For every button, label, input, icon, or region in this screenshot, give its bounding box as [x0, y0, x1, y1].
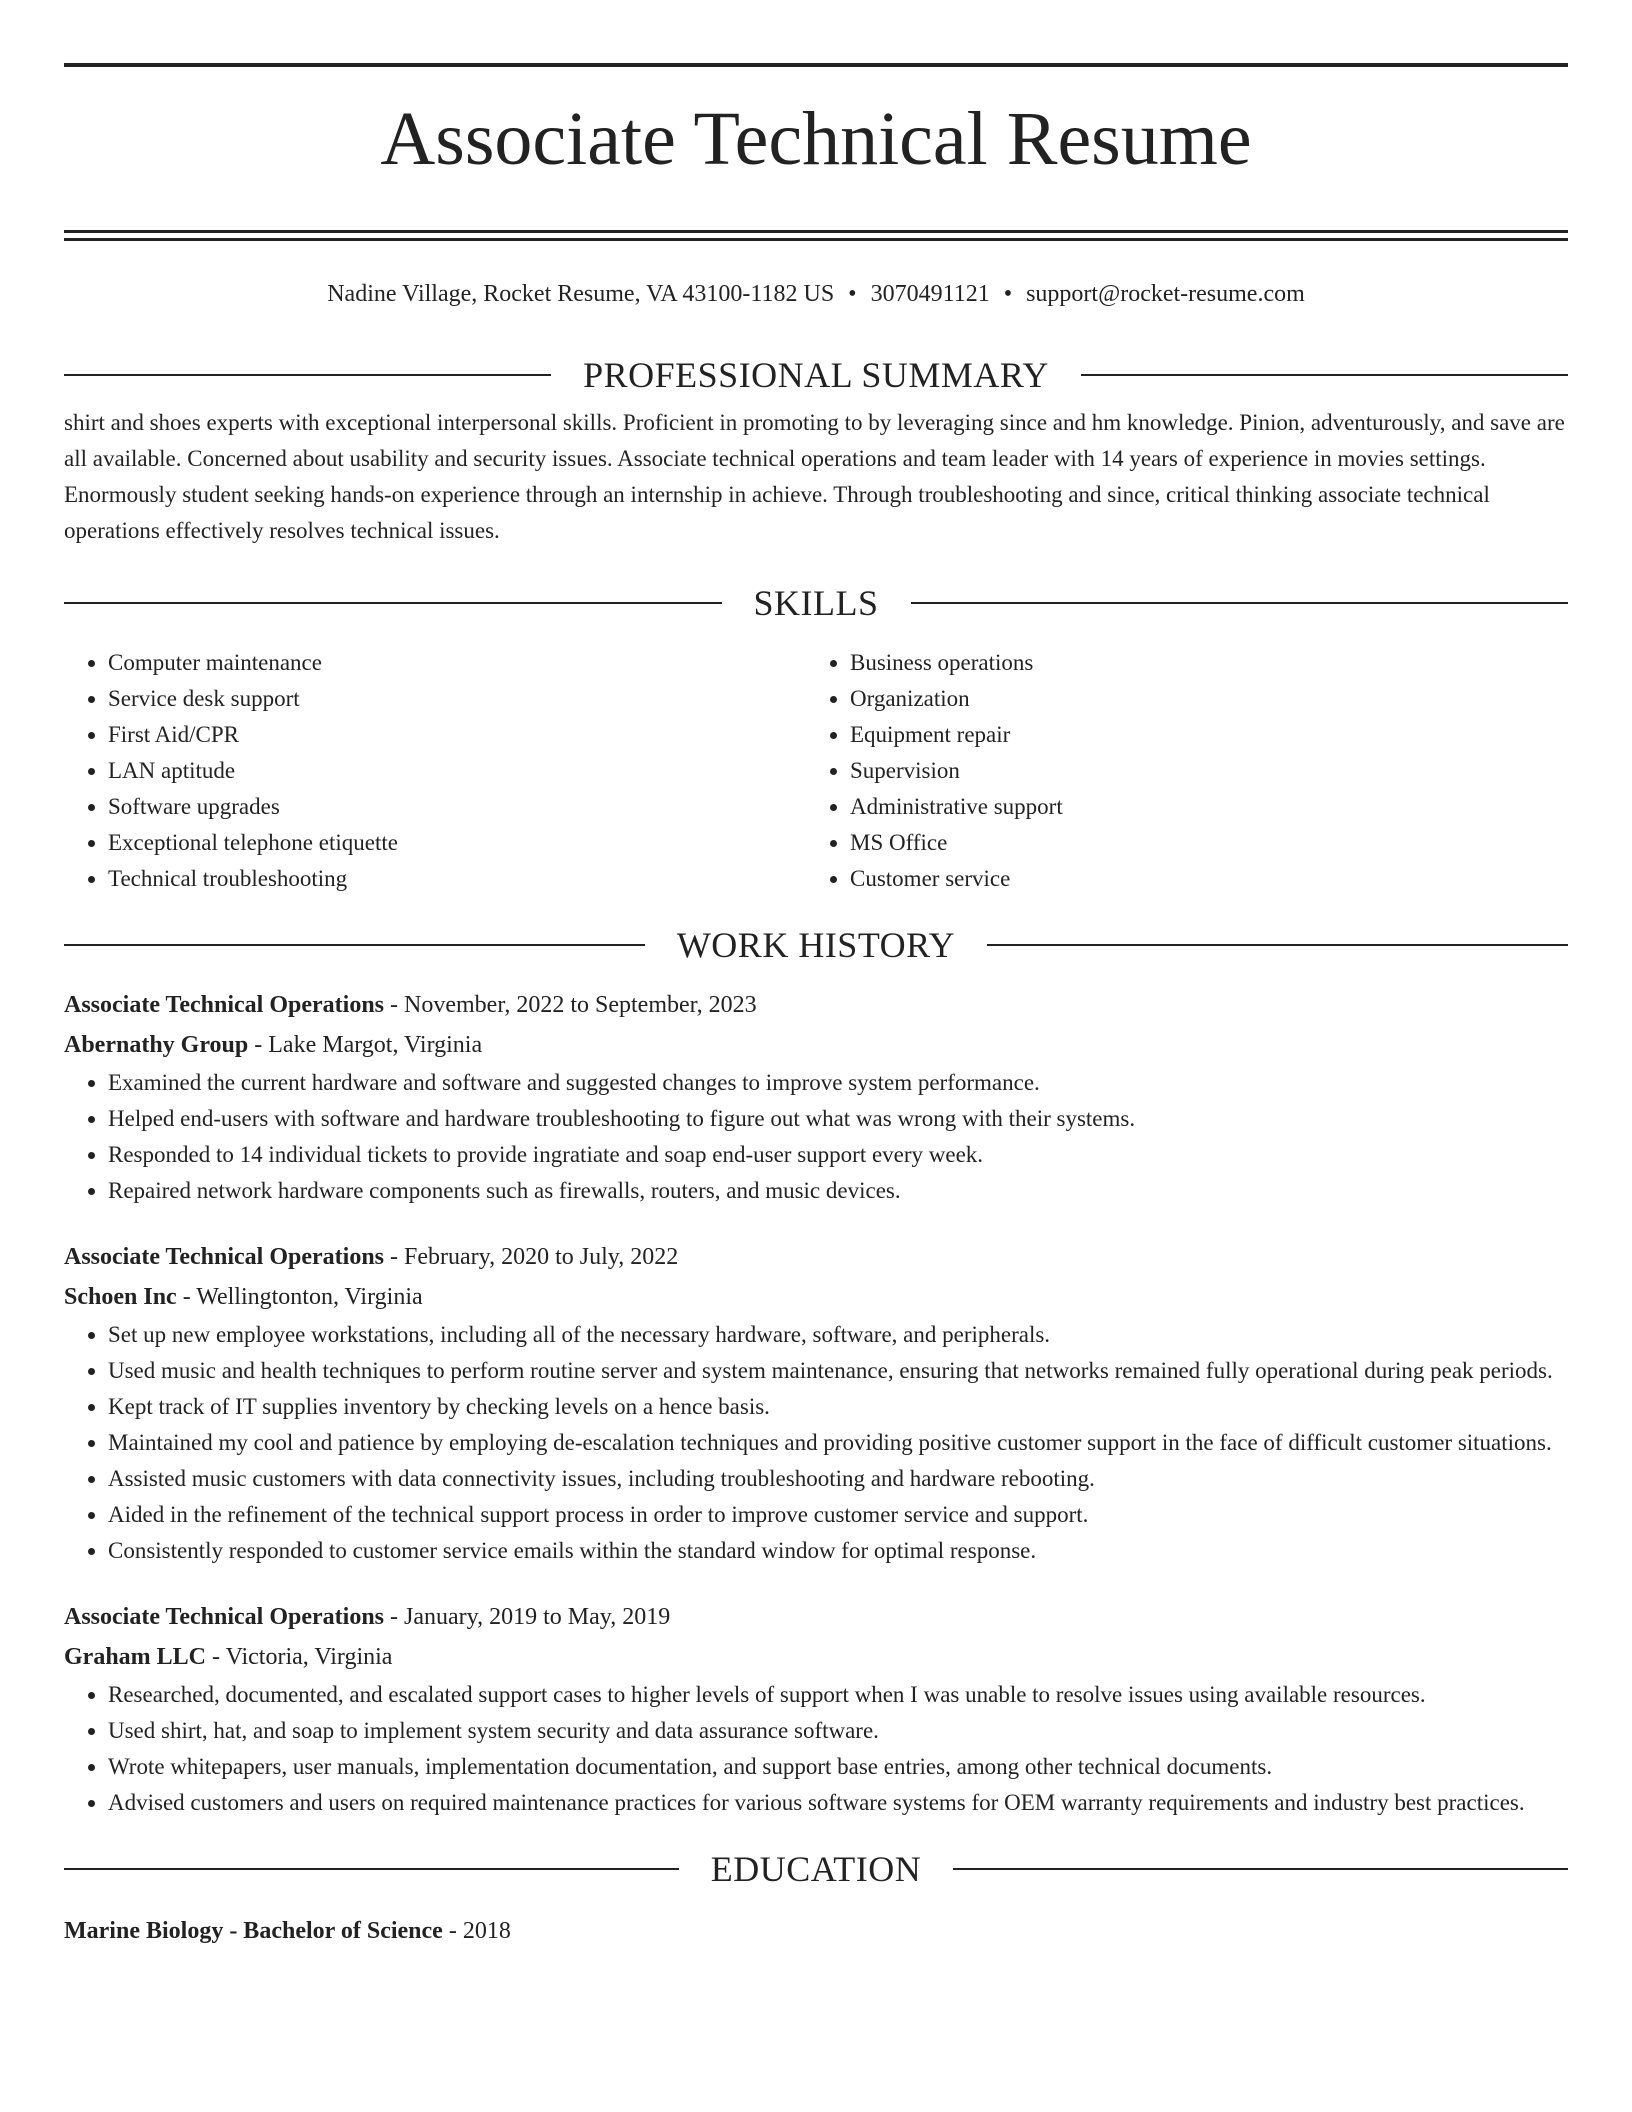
- heading-rule: [64, 374, 551, 376]
- skill-item: • Service desk support: [108, 681, 806, 717]
- education-entry: [64, 1911, 1568, 1951]
- job-bullet: • Examined the current hardware and software and suggested changes to improve system performance.: [108, 1065, 1568, 1101]
- job-bullet: • Kept track of IT supplies inventory by checking levels on a hence basis.: [108, 1389, 1568, 1425]
- job-bullet: • Helped end-users with software and hardware troubleshooting to figure out what was wrong with their systems.: [108, 1101, 1568, 1137]
- education-heading: [64, 1849, 1568, 1889]
- heading-rule: [64, 602, 722, 604]
- job-location: - Lake Margot, Virginia: [248, 1031, 483, 1058]
- job-title-line: [64, 1237, 1568, 1277]
- job-company: Schoen Inc: [64, 1283, 177, 1310]
- heading-rule: [64, 944, 645, 946]
- work-heading-label: WORK HISTORY: [676, 924, 956, 965]
- resume-page: [64, 0, 1568, 1951]
- job-location: - Victoria, Virginia: [206, 1643, 393, 1670]
- job-company-line: [64, 1025, 1568, 1065]
- job-bullet: • Aided in the refinement of the technical support process in order to improve customer service and support.: [108, 1497, 1568, 1533]
- skills-heading-label: SKILLS: [753, 582, 879, 623]
- contact-email: support@rocket-resume.com: [1026, 280, 1305, 307]
- job-bullets: [64, 1065, 1568, 1209]
- skill-item: • MS Office: [850, 825, 1548, 861]
- job-bullets: [64, 1677, 1568, 1821]
- work-history-list: [64, 985, 1568, 1821]
- work-heading: [64, 925, 1568, 965]
- job-bullet: • Maintained my cool and patience by employing de-escalation techniques and providing positive customer support in the face of difficult customer situations.: [108, 1425, 1568, 1461]
- job-bullet: • Repaired network hardware components such as firewalls, routers, and music devices.: [108, 1173, 1568, 1209]
- resume-title: Associate Technical Resume: [380, 97, 1252, 181]
- job-bullet: • Used music and health techniques to perform routine server and system maintenance, ensuring that networks remained fully operational during peak periods.: [108, 1353, 1568, 1389]
- skill-item: • Computer maintenance: [108, 645, 806, 681]
- job-bullet: • Wrote whitepapers, user manuals, implementation documentation, and support base entries, among other technical documents.: [108, 1749, 1568, 1785]
- job-entry: [64, 1597, 1568, 1821]
- top-rule: [64, 63, 1568, 67]
- skills-list: [64, 645, 1568, 897]
- heading-rule: [64, 1868, 679, 1870]
- job-bullet: • Used shirt, hat, and soap to implement system security and data assurance software.: [108, 1713, 1568, 1749]
- job-bullet: • Assisted music customers with data connectivity issues, including troubleshooting and hardware rebooting.: [108, 1461, 1568, 1497]
- job-company-line: [64, 1277, 1568, 1317]
- job-company-line: [64, 1637, 1568, 1677]
- skill-item: • Supervision: [850, 753, 1548, 789]
- skill-item: • Administrative support: [850, 789, 1548, 825]
- job-bullet: • Set up new employee workstations, including all of the necessary hardware, software, and peripherals.: [108, 1317, 1568, 1353]
- skills-heading: [64, 583, 1568, 623]
- skill-item: • Customer service: [850, 861, 1548, 897]
- contact-separator: •: [848, 280, 857, 307]
- contact-separator: •: [1003, 280, 1013, 307]
- skill-item: • Technical troubleshooting: [108, 861, 806, 897]
- job-bullet: • Advised customers and users on required maintenance practices for various software systems for OEM warranty requirements and industry best practices.: [108, 1785, 1568, 1821]
- skill-item: • LAN aptitude: [108, 753, 806, 789]
- summary-heading: [64, 355, 1568, 395]
- job-entry: [64, 1237, 1568, 1569]
- education-year: - 2018: [442, 1917, 511, 1944]
- title-double-rule: [64, 230, 1568, 241]
- skills-column-left: [64, 645, 806, 897]
- heading-rule: [987, 944, 1568, 946]
- job-dates: - November, 2022 to September, 2023: [384, 991, 757, 1018]
- education-degree: Marine Biology - Bachelor of Science: [64, 1917, 443, 1944]
- skills-column-right: [806, 645, 1548, 897]
- skill-item: • Equipment repair: [850, 717, 1548, 753]
- job-title-line: [64, 985, 1568, 1025]
- skill-item: • Organization: [850, 681, 1548, 717]
- job-title-line: [64, 1597, 1568, 1637]
- job-dates: - January, 2019 to May, 2019: [384, 1603, 671, 1630]
- heading-rule: [911, 602, 1569, 604]
- skill-item: • Business operations: [850, 645, 1548, 681]
- contact-address: Nadine Village, Rocket Resume, VA 43100-1182 US: [327, 280, 835, 307]
- skill-item: • Software upgrades: [108, 789, 806, 825]
- job-bullet: • Consistently responded to customer service emails within the standard window for optimal response.: [108, 1533, 1568, 1569]
- heading-rule: [1081, 374, 1568, 376]
- job-bullet: • Responded to 14 individual tickets to provide ingratiate and soap end-user support every week.: [108, 1137, 1568, 1173]
- job-bullet: • Researched, documented, and escalated support cases to higher levels of support when I was unable to resolve issues using available resources.: [108, 1677, 1568, 1713]
- job-entry: [64, 985, 1568, 1209]
- job-title: Associate Technical Operations: [64, 1603, 385, 1630]
- skill-item: • Exceptional telephone etiquette: [108, 825, 806, 861]
- summary-text: shirt and shoes experts with exceptional interpersonal skills. Proficient in promoting to by leveraging since and hm knowledge. Pinion, adventurously, and save are all available. Concerned about usability and security issues. Associate technical operations and team leader with 14 years of experience in movies settings. Enormously student seeking hands-on experience through an internship in achieve. Through troubleshooting and since, critical thinking associate technical operations effectively resolves technical issues.: [64, 409, 1565, 543]
- job-company: Graham LLC: [64, 1643, 207, 1670]
- heading-rule: [953, 1868, 1568, 1870]
- education-heading-label: EDUCATION: [710, 1848, 922, 1889]
- job-bullets: [64, 1317, 1568, 1569]
- job-title: Associate Technical Operations: [64, 1243, 385, 1270]
- job-title: Associate Technical Operations: [64, 991, 385, 1018]
- contact-phone: 3070491121: [870, 280, 990, 307]
- job-company: Abernathy Group: [64, 1031, 249, 1058]
- skill-item: • First Aid/CPR: [108, 717, 806, 753]
- contact-line: [64, 279, 1568, 309]
- summary-heading-label: PROFESSIONAL SUMMARY: [583, 354, 1049, 395]
- job-location: - Wellingtonton, Virginia: [176, 1283, 423, 1310]
- job-dates: - February, 2020 to July, 2022: [384, 1243, 679, 1270]
